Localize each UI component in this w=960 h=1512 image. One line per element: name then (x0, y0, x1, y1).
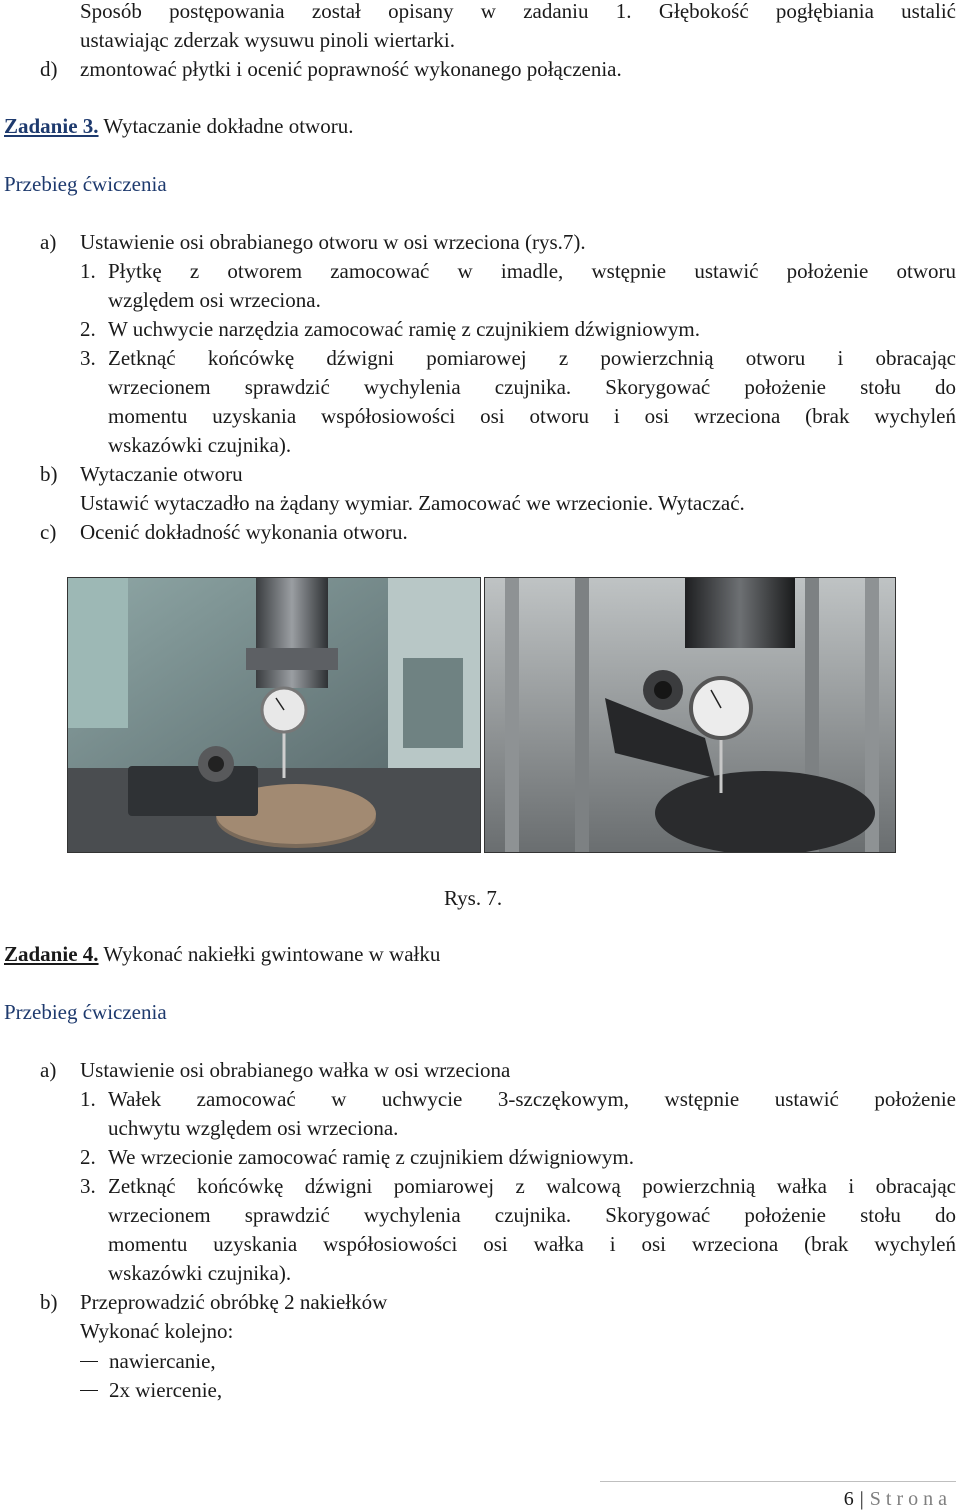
task4-step3-line-3: momentu uzyskania współosiowości osi wałka i osi wrzeciona (brak wychyleń (108, 1232, 956, 1256)
task3-step1-line-1: Płytkę z otworem zamocować w imadle, wstępnie ustawić położenie otworu (108, 259, 956, 283)
task4-step2-line-1: We wrzecionie zamocować ramię z czujnikiem dźwigniowym. (108, 1145, 635, 1169)
task3-a-text: Ustawienie osi obrabianego otworu w osi wrzeciona (rys.7). (80, 230, 586, 254)
task3-b-text: Wytaczanie otworu (80, 462, 243, 486)
task3-b-label: b) (40, 462, 58, 486)
list-item: nawiercanie, (80, 1347, 216, 1376)
task4-a-label: a) (40, 1058, 57, 1082)
footer-divider (600, 1481, 956, 1482)
photo-right-illustration (485, 578, 895, 852)
task4-step1-line-1: Wałek zamocować w uchwycie 3-szczękowym, wstępnie ustawić położenie (108, 1087, 956, 1111)
figure-photo-left (67, 577, 481, 853)
task4-b-text: Przeprowadzić obróbkę 2 nakiełków (80, 1290, 388, 1314)
page-footer (844, 1486, 952, 1512)
intro-line-1: Sposób postępowania został opisany w zadaniu 1. Głębokość pogłębiania ustalić (80, 0, 956, 23)
footer-label: Strona (869, 1488, 952, 1510)
task4-step3-number: 3. (80, 1174, 96, 1198)
page-number: 6 (843, 1488, 854, 1510)
task4-b-label: b) (40, 1290, 58, 1314)
task3-a-label: a) (40, 230, 57, 254)
task3-step3-number: 3. (80, 346, 96, 370)
task4-title: Zadanie 4. Wykonać nakiełki gwintowane w wałku (4, 942, 441, 966)
task3-step2-line-1: W uchwycie narzędzia zamocować ramię z czujnikiem dźwigniowym. (108, 317, 701, 341)
intro-line-2: ustawiając zderzak wysuwu pinoli wiertarki. (80, 28, 455, 52)
task3-step1-line-2: względem osi wrzeciona. (108, 288, 321, 312)
photo-left-illustration (68, 578, 480, 852)
task4-b-text-2: Wykonać kolejno: (80, 1319, 234, 1343)
task4-step3-line-1: Zetknąć końcówkę dźwigni pomiarowej z walcową powierzchnią wałka i obracając (108, 1174, 956, 1198)
task3-c-text: Ocenić dokładność wykonania otworu. (80, 520, 408, 544)
task4-step3-line-4: wskazówki czujnika). (108, 1261, 292, 1285)
task3-step3-line-1: Zetknąć końcówkę dźwigni pomiarowej z powierzchnią otworu i obracając (108, 346, 956, 370)
task3-b-text-2: Ustawić wytaczadło na żądany wymiar. Zamocować we wrzecionie. Wytaczać. (80, 491, 745, 515)
dash-icon (80, 1390, 98, 1391)
task3-title: Zadanie 3. Wytaczanie dokładne otworu. (4, 114, 354, 138)
task4-step3-line-2: wrzecionem sprawdzić wychylenia czujnika. Skorygować położenie stołu do (108, 1203, 956, 1227)
task4-heading: Przebieg ćwiczenia (4, 1000, 167, 1024)
task4-step1-number: 1. (80, 1087, 96, 1111)
dash-icon (80, 1361, 98, 1362)
task3-step3-line-4: wskazówki czujnika). (108, 433, 292, 457)
figure-photo-right (484, 577, 896, 853)
list-item: 2x wiercenie, (80, 1376, 222, 1405)
task3-step1-number: 1. (80, 259, 96, 283)
intro-d-label: d) (40, 57, 58, 81)
footer-separator: | (859, 1488, 864, 1510)
task3-heading: Przebieg ćwiczenia (4, 172, 167, 196)
figure-caption: Rys. 7. (444, 886, 503, 910)
task4-step2-number: 2. (80, 1145, 96, 1169)
task3-step2-number: 2. (80, 317, 96, 341)
intro-d-text: zmontować płytki i ocenić poprawność wykonanego połączenia. (80, 57, 622, 81)
task4-a-text: Ustawienie osi obrabianego wałka w osi wrzeciona (80, 1058, 511, 1082)
task3-step3-line-3: momentu uzyskania współosiowości osi otworu i osi wrzeciona (brak wychyleń (108, 404, 956, 428)
task3-step3-line-2: wrzecionem sprawdzić wychylenia czujnika. Skorygować położenie stołu do (108, 375, 956, 399)
task3-c-label: c) (40, 520, 57, 544)
task4-step1-line-2: uchwytu względem osi wrzeciona. (108, 1116, 399, 1140)
